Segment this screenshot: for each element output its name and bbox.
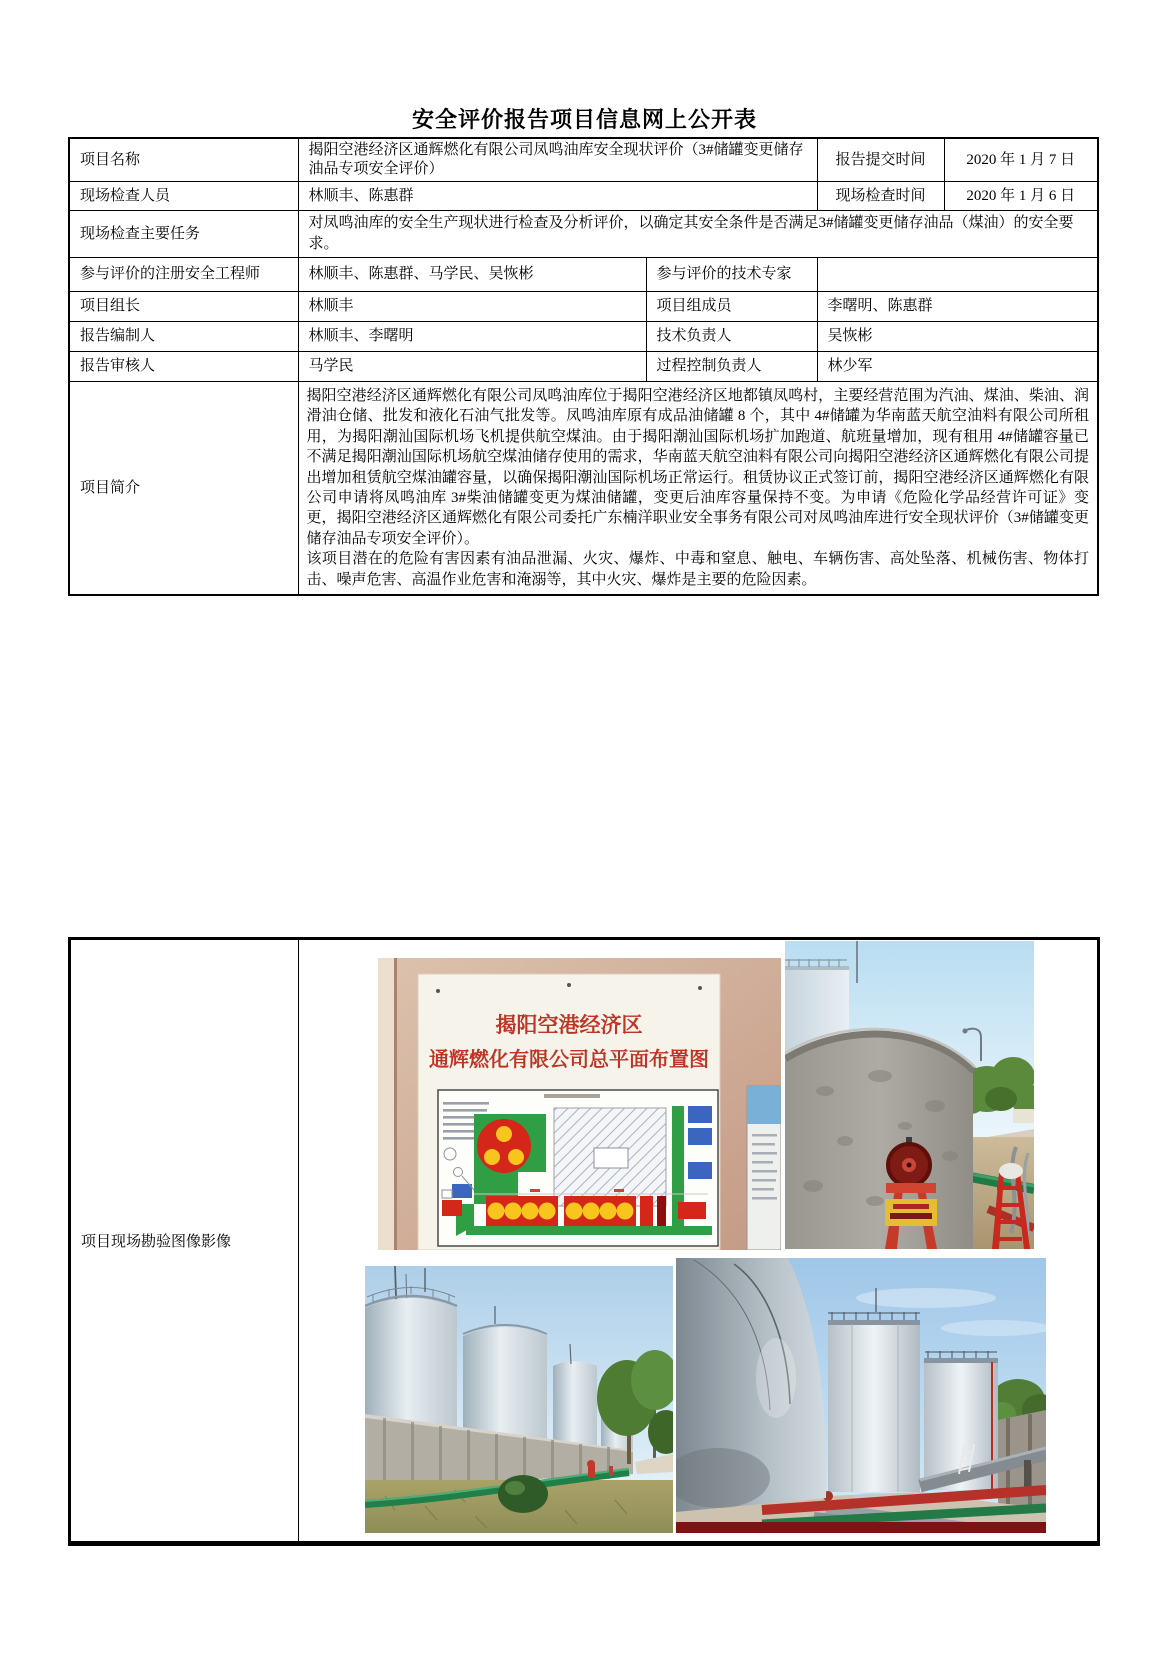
project-brief-label: 项目简介 <box>69 382 298 596</box>
photo-site-plan-sign <box>378 958 781 1250</box>
process-control-lead-value: 林少军 <box>817 352 1098 382</box>
technical-lead-value: 吴恢彬 <box>817 322 1098 352</box>
row-registered-engineers <box>69 258 1098 292</box>
concrete-tank-graphic <box>785 941 1034 1249</box>
project-members-label: 项目组成员 <box>646 292 817 322</box>
site-inspectors-label: 现场检查人员 <box>69 182 298 211</box>
project-info-table <box>68 137 1099 596</box>
process-control-lead-label: 过程控制负责人 <box>646 352 817 382</box>
project-name-label: 项目名称 <box>69 138 298 182</box>
project-name-value: 揭阳空港经济区通辉燃化有限公司凤鸣油库安全现状评价（3#储罐变更储存油品专项安全评价） <box>298 138 817 182</box>
technical-experts-value <box>817 258 1098 292</box>
photo-tanks-pipes <box>676 1258 1046 1533</box>
tanks-pipes-graphic <box>676 1258 1046 1533</box>
main-task-value: 对凤鸣油库的安全生产现状进行检查及分析评价，以确定其安全条件是否满足3#储罐变更储存油品（煤油）的安全要求。 <box>298 211 1098 258</box>
site-survey-label: 项目现场勘验图像影像 <box>70 939 299 1544</box>
report-reviewer-value: 马学民 <box>298 352 646 382</box>
site-inspection-time-label: 现场检查时间 <box>817 182 944 211</box>
row-report-author <box>69 322 1098 352</box>
project-brief-paragraph-1: 揭阳空港经济区通辉燃化有限公司凤鸣油库位于揭阳空港经济区地都镇凤鸣村，主要经营范围为汽油、煤油、柴油、润滑油仓储、批发和液化石油气批发等。凤鸣油库原有成品油储罐 8 个，其中 4#储罐为华南蓝天航空油料有限公司所租用，为揭阳潮汕国际机场飞机提供航空煤油。由于揭阳潮汕国际机场扩加跑道、航班量增加，现有租用 4#储罐容量已不满足揭阳潮汕国际机场航空煤油储存使用的需求，华南蓝天航空油料有限公司向揭阳空港经济区通辉燃化有限公司提出增加租赁航空煤油罐容量，以确保揭阳潮汕国际机场正常运行。租赁协议正式签订前，揭阳空港经济区通辉燃化有限公司申请将凤鸣油库 3#柴油储罐变更为煤油储罐，变更后油库容量保持不变。为申请《危险化学品经营许可证》变更，揭阳空港经济区通辉燃化有限公司委托广东楠洋职业安全事务有限公司对凤鸣油库进行安全现状评价（3#储罐变更储存油品专项安全评价）。 <box>306 388 1090 547</box>
row-report-reviewer <box>69 352 1098 382</box>
technical-lead-label: 技术负责人 <box>646 322 817 352</box>
sign-title-line2: 通辉燃化有限公司总平面布置图 <box>429 1049 709 1071</box>
report-submit-time-value: 2020 年 1 月 7 日 <box>944 138 1098 182</box>
project-leader-value: 林顺丰 <box>298 292 646 322</box>
site-inspectors-value: 林顺丰、陈惠群 <box>298 182 817 211</box>
registered-engineers-label: 参与评价的注册安全工程师 <box>69 258 298 292</box>
row-main-task <box>69 211 1098 258</box>
report-reviewer-label: 报告审核人 <box>69 352 298 382</box>
site-plan-sign-graphic <box>378 958 781 1250</box>
registered-engineers-value: 林顺丰、陈惠群、马学民、吴恢彬 <box>298 258 646 292</box>
row-project-leader <box>69 292 1098 322</box>
row-site-inspectors <box>69 182 1098 211</box>
leaning-poster <box>747 1086 781 1250</box>
site-plan-drawing <box>438 1090 718 1246</box>
project-brief-value <box>298 382 1098 596</box>
main-task-label: 现场检查主要任务 <box>69 211 298 258</box>
photo-tank-row <box>365 1266 673 1533</box>
report-submit-time-label: 报告提交时间 <box>817 138 944 182</box>
sign-title-line1: 揭阳空港经济区 <box>495 1013 643 1037</box>
technical-experts-label: 参与评价的技术专家 <box>646 258 817 292</box>
report-author-label: 报告编制人 <box>69 322 298 352</box>
row-project-brief <box>69 382 1098 596</box>
row-project-name <box>69 138 1098 182</box>
report-author-value: 林顺丰、李曙明 <box>298 322 646 352</box>
document-title: 安全评价报告项目信息网上公开表 <box>411 107 757 132</box>
photo-concrete-tank <box>785 941 1034 1249</box>
project-members-value: 李曙明、陈惠群 <box>817 292 1098 322</box>
tank-row-graphic <box>365 1266 673 1533</box>
project-leader-label: 项目组长 <box>69 292 298 322</box>
site-inspection-time-value: 2020 年 1 月 6 日 <box>944 182 1098 211</box>
project-brief-paragraph-2: 该项目潜在的危险有害因素有油品泄漏、火灾、爆炸、中毒和窒息、触电、车辆伤害、高处坠落、机械伤害、物体打击、噪声危害、高温作业危害和淹溺等，其中火灾、爆炸是主要的危险因素。 <box>306 551 1090 588</box>
